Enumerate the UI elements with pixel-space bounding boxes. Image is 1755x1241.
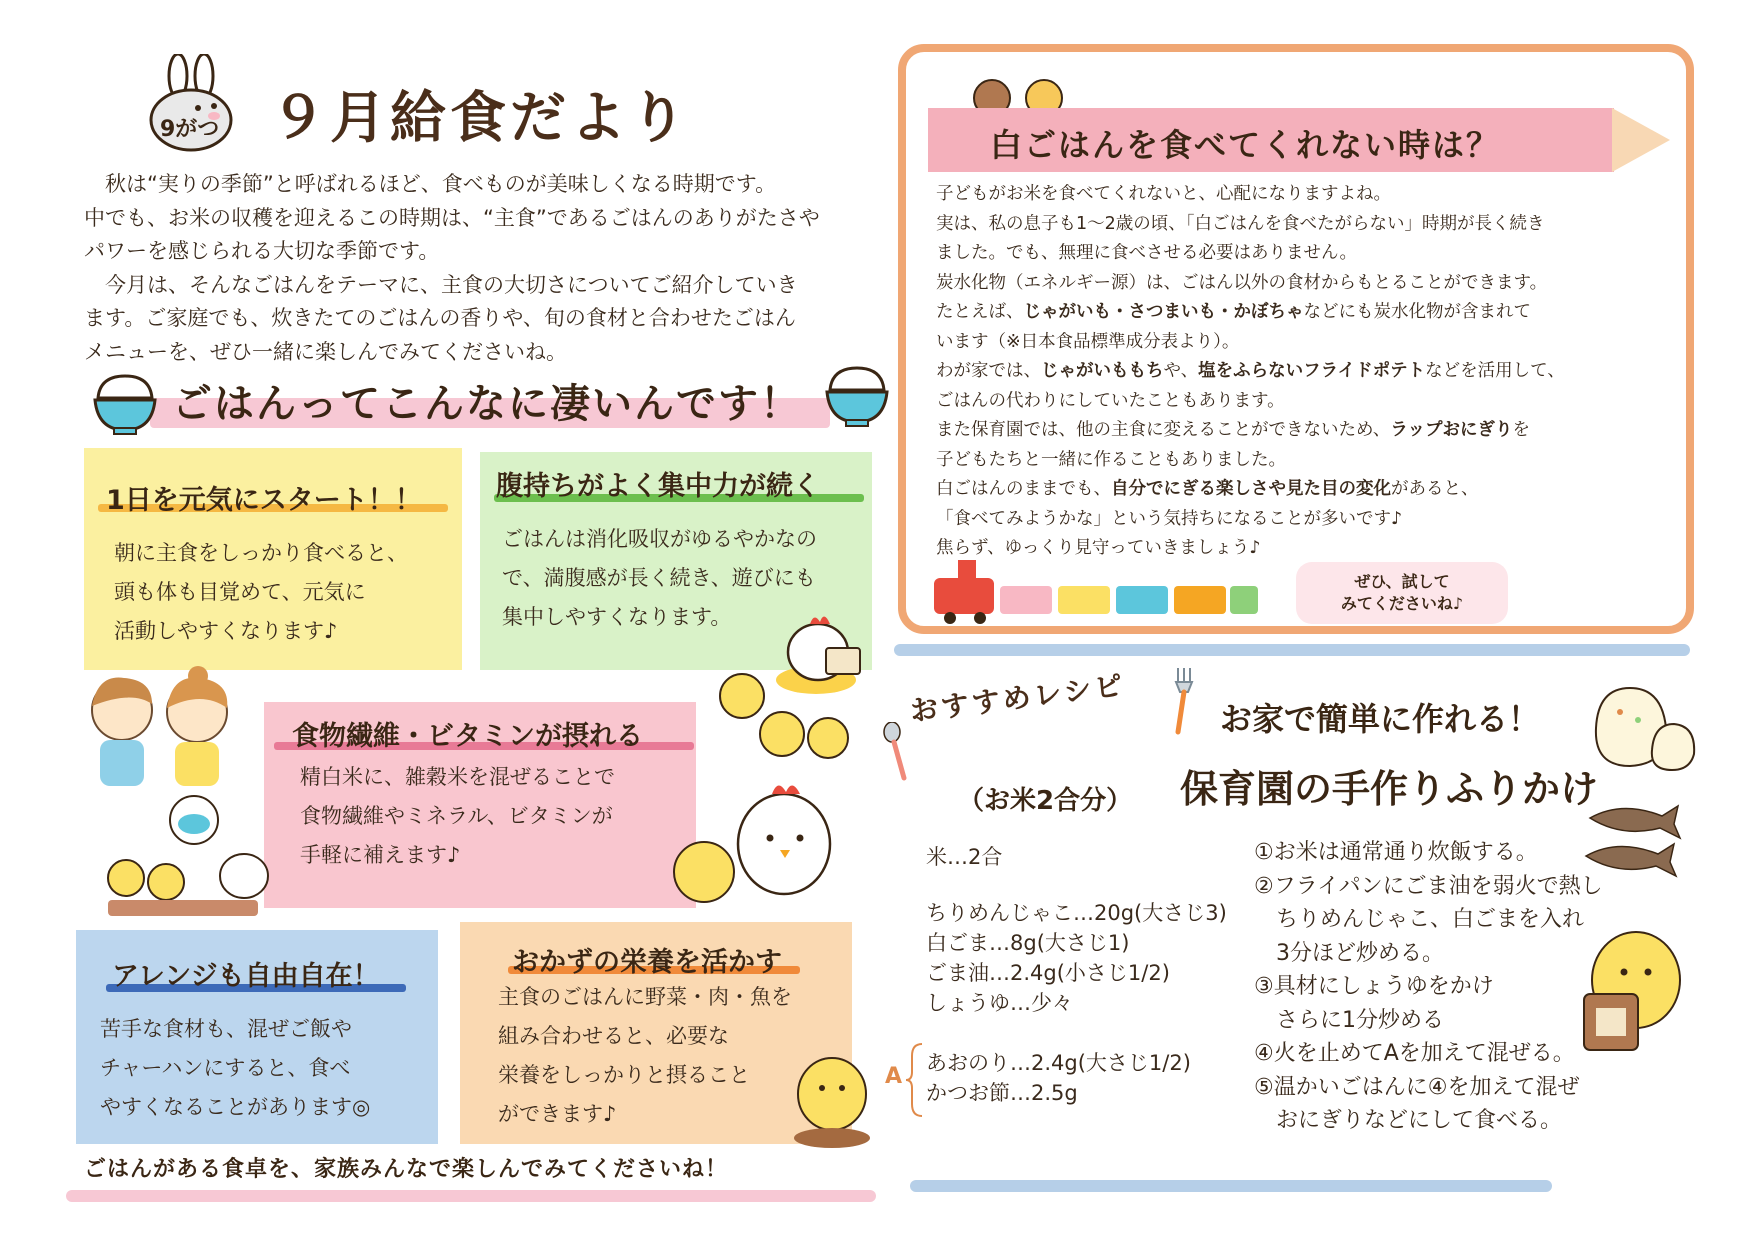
rice-bowl-icon: [90, 368, 160, 438]
tips-line: ました。でも、無理に食べさせる必要はありません。: [936, 243, 1358, 263]
tips-line: わが家では、じゃがいももちや、塩をふらないフライドポテトなどを活用して、: [936, 361, 1565, 381]
tips-line: たとえば、じゃがいも・さつまいも・かぼちゃなどにも炭水化物が含まれて: [936, 302, 1531, 322]
speech-bubble: ぜひ、試して みてくださいね♪: [1296, 562, 1508, 624]
recipe-title: 保育園の手作りふりかけ: [1180, 767, 1599, 811]
pencil-tip: [1612, 108, 1670, 172]
tips-line: 白ごはんのままでも、自分でにぎる楽しさや見た目の変化があると、: [936, 479, 1479, 499]
card-heading: 1日を元気にスタート！！: [106, 485, 422, 516]
card-body: ごはんは消化吸収がゆるやかなの で、満腹感が長く続き、遊びにも 集中しやすくなります。: [502, 527, 817, 629]
tips-line: 子どもがお米を食べてくれないと、心配になりますよね。: [936, 184, 1391, 204]
card-heading: 食物繊維・ビタミンが摂れる: [292, 721, 643, 752]
chick-icon: [712, 668, 852, 768]
section-heading: ごはんってこんなに凄いんです！: [172, 381, 802, 427]
closing-message: ごはんがある食卓を、家族みんなで楽しんでみてくださいね！: [84, 1157, 729, 1182]
card-heading: 腹持ちがよく集中力が続く: [496, 471, 820, 502]
page-title: ９月給食だより: [270, 86, 690, 151]
card-arrange: [76, 930, 438, 1144]
ingredient-item: 白ごま…8g(大さじ1): [926, 931, 1130, 955]
card-heading: アレンジも自由自在！: [112, 961, 380, 992]
intro-paragraph-1: 秋は“実りの季節”と呼ばれるほど、食べものが美味しくなる時期です。 中でも、お米の収穫を迎えるこの時期は、“主食”であるごはんのありがたさや パワーを感じられる大切な季節です。: [84, 172, 820, 263]
divider-bar: [66, 1190, 876, 1202]
chick-icon: [792, 1042, 872, 1150]
tips-emphasis: じゃがいももち: [1041, 361, 1164, 381]
tips-line: また保育園では、他の主食に変えることができないため、ラップおにぎりを: [936, 420, 1530, 440]
tips-emphasis: 塩をふらないフライドポテト: [1198, 361, 1426, 381]
chick-icon: [1580, 924, 1684, 1054]
fork-icon: [1170, 666, 1200, 736]
tips-line: います（※日本食品標準成分表より）。: [936, 331, 1240, 352]
intro-text: [84, 168, 904, 369]
group-brace: [906, 1042, 926, 1118]
tips-emphasis: ラップおにぎり: [1390, 420, 1513, 440]
tips-line: 炭水化物（エネルギー源）は、ごはん以外の食材からもとることができます。: [936, 272, 1548, 293]
chick-icon: [104, 790, 274, 918]
card-body: 主食のごはんに野菜・肉・魚を 組み合わせると、必要な 栄養をしっかりと摂ること ができます♪: [498, 985, 792, 1126]
ingredient-item: ちりめんじゃこ…20g(大さじ3): [926, 901, 1227, 925]
tips-heading: 白ごはんを食べてくれない時は？: [990, 126, 1501, 164]
ingredient-item: 米…2合: [926, 845, 1003, 869]
divider-bar: [894, 644, 1690, 656]
card-body: 精白米に、雑穀米を混ぜることで 食物繊維やミネラル、ビタミンが 手軽に補えます♪: [300, 765, 615, 867]
card-fiber-vitamin: [264, 702, 696, 908]
group-a-label: A: [885, 1064, 903, 1089]
recipe-tag: おすすめレシピ: [908, 668, 1128, 728]
intro-paragraph-2: 今月は、そんなごはんをテーマに、主食の大切さについてご紹介していき ます。ご家庭でも、炊きたてのごはんの香りや、旬の食材と合わせたごはん メニューを、ぜひ一緒に楽しんでみてくださいね。: [84, 272, 798, 364]
ingredient-item: しょうゆ…少々: [926, 991, 1073, 1015]
card-body: 朝に主食をしっかり食べると、 頭も体も目覚めて、元気に 活動しやすくなります♪: [114, 541, 408, 643]
month-badge: 9がつ: [160, 117, 220, 142]
tips-text: [936, 180, 1656, 564]
spoon-icon: [880, 722, 910, 782]
card-body: 苦手な食材も、混ぜご飯や チャーハンにすると、食べ やすくなることがあります◎: [100, 1017, 371, 1119]
recipe-subtitle: お家で簡単に作れる！: [1220, 700, 1541, 738]
card-morning-start: [84, 448, 462, 670]
ingredient-item: かつお節…2.5g: [926, 1081, 1078, 1105]
tips-line: 「食べてみようかな」という気持ちになることが多いです♪: [936, 508, 1403, 529]
animal-train-icon: [930, 556, 1260, 626]
card-heading: おかずの栄養を活かす: [512, 947, 782, 978]
tips-line: 子どもたちと一緒に作ることもありました。: [936, 449, 1286, 470]
recipe-servings: （お米2合分）: [958, 786, 1133, 816]
chicken-icon: [668, 780, 848, 910]
tips-emphasis: 自分でにぎる楽しさや見た目の変化: [1111, 479, 1391, 499]
recipe-steps: ①お米は通常通り炊飯する。 ②フライパンにごま油を弱火で熱し ちりめんじゃこ、白ごまを入れ 3分ほど炒める。 ③具材にしょうゆをかけ さらに1分炒める ④火を止めてAを加えて混ぜる。 ⑤温かいごはんに④を加えて混ぜ おにぎりなどにして食べる。: [1254, 840, 1603, 1133]
children-icon: [72, 660, 252, 790]
tips-emphasis: じゃがいも・さつまいも・かぼちゃ: [1023, 302, 1304, 322]
tips-line: 実は、私の息子も1〜2歳の頃、「白ごはんを食べたがらない」時期が長く続き: [936, 213, 1545, 234]
rice-ball-icon: [1590, 684, 1700, 774]
tips-line: 焦らず、ゆっくり見守っていきましょう♪: [936, 538, 1261, 558]
divider-bar: [910, 1180, 1552, 1192]
ingredient-item: あおのり…2.4g(大さじ1/2): [926, 1051, 1191, 1075]
tips-line: ごはんの代わりにしていたこともあります。: [936, 390, 1285, 411]
ingredient-item: ごま油…2.4g(小さじ1/2): [926, 961, 1170, 985]
rice-bowl-icon: [822, 360, 892, 430]
